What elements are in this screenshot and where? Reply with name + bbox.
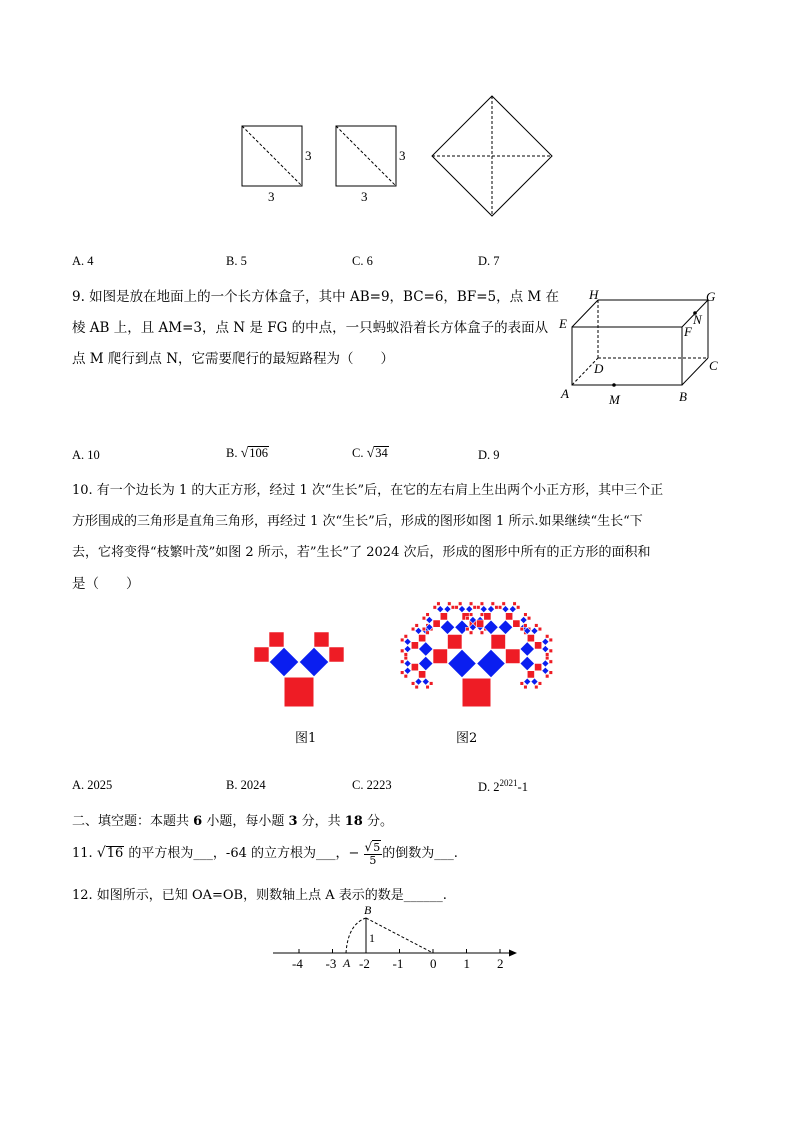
q9-option-c: C. √34 — [352, 446, 388, 461]
number-line-label-a: A — [343, 956, 351, 970]
q10-line-1: 10. 有一个边长为 1 的大正方形，经过 1 次“生长”后，在它的左右肩上生出两个小正方形，其中三个正 — [72, 483, 664, 498]
cuboid-label-h: H — [589, 287, 599, 302]
cuboid-label-f: F — [684, 324, 692, 339]
cuboid-label-m: M — [609, 392, 620, 407]
cuboid-label-e: E — [559, 316, 567, 331]
number-line-tick-label: -3 — [325, 956, 337, 971]
number-line-tick-label: 1 — [463, 956, 470, 971]
number-line-tick-label: -1 — [392, 956, 404, 971]
q9-option-b-radicand: 106 — [249, 446, 269, 460]
number-line-tick-label: 2 — [497, 956, 504, 971]
q10-option-b: B. 2024 — [226, 778, 266, 792]
q8-option-d: D. 7 — [478, 254, 500, 268]
cuboid-label-c: C — [709, 358, 718, 373]
figure-2-caption: 图2 — [456, 731, 478, 746]
cuboid-label-a: A — [561, 386, 569, 401]
q11-line: 11. √16 的平方根为___，-64 的立方根为___，− $\frac{√5}{5}$ 的倒数为___. — [72, 840, 458, 867]
q10-option-d-exponent: 2021 — [499, 778, 518, 788]
number-line-label-one: 1 — [369, 931, 375, 945]
cuboid-label-d: D — [594, 361, 604, 376]
q10-line-4: 是（ ） — [72, 576, 140, 592]
figure-1-caption: 图1 — [295, 731, 317, 746]
arc-ba-dashed — [346, 918, 366, 953]
q10-line-2: 方形围成的三角形是直角三角形，再经过 1 次“生长”后，形成的图形如图 1 所示.如果继续“生长“下 — [72, 514, 643, 529]
square-a-bottom-label: 3 — [268, 189, 275, 204]
q12-line: 12. 如图所示，已知 OA=OB，则数轴上点 A 表示的数是______. — [72, 888, 447, 903]
q9-line-3: 点 M 爬行到点 N，它需要爬行的最短路程为（ ） — [72, 351, 395, 367]
q9-option-c-radicand: 34 — [375, 446, 388, 460]
q8-option-a: A. 4 — [72, 254, 94, 268]
number-line-tick-label: 0 — [430, 956, 437, 971]
q10-option-a: A. 2025 — [72, 778, 113, 792]
q9-option-d: D. 9 — [478, 448, 500, 462]
axis-arrow-icon — [509, 950, 517, 957]
segment-ob-dashed — [366, 918, 433, 953]
q9-option-b: B. √106 — [226, 446, 269, 461]
cuboid-label-b: B — [679, 389, 687, 404]
q10-line-3: 去，它将变得“枝繁叶茂”如图 2 所示，若”生长”了 2024 次后，形成的图形中所有的正方形的面积和 — [72, 545, 651, 560]
q9-line-2: 棱 AB 上，且 AM=3，点 N 是 FG 的中点，一只蚂蚁沿着长方体盒子的表面从 — [72, 320, 549, 336]
square-b-bottom-label: 3 — [361, 189, 368, 204]
q9-line-1: 9. 如图是放在地面上的一个长方体盒子，其中 AB=9，BC=6，BF=5，点 M 在 — [72, 289, 560, 305]
number-line-tick-label: -4 — [292, 956, 303, 971]
q11-fraction: $\frac{√5}{5}$ — [364, 840, 381, 867]
q10-option-d: D. $2^{2021}-1$ — [478, 778, 528, 795]
number-line-label-b: B — [364, 903, 372, 917]
square-b-side-label: 3 — [399, 148, 406, 163]
q10-option-c: C. 2223 — [352, 778, 392, 792]
q9-option-a: A. 10 — [72, 448, 100, 462]
section-2-heading: 二、填空题：本题共 6 小题，每小题 3 分，共 18 分。 — [72, 814, 393, 829]
cuboid-label-g: G — [706, 289, 716, 304]
number-line-tick-label: -2 — [359, 956, 370, 971]
q8-option-b: B. 5 — [226, 254, 247, 268]
square-a-side-label: 3 — [305, 148, 312, 163]
cuboid-label-n: N — [693, 312, 702, 327]
q8-option-c: C. 6 — [352, 254, 373, 268]
q11-radicand: 16 — [106, 846, 124, 861]
